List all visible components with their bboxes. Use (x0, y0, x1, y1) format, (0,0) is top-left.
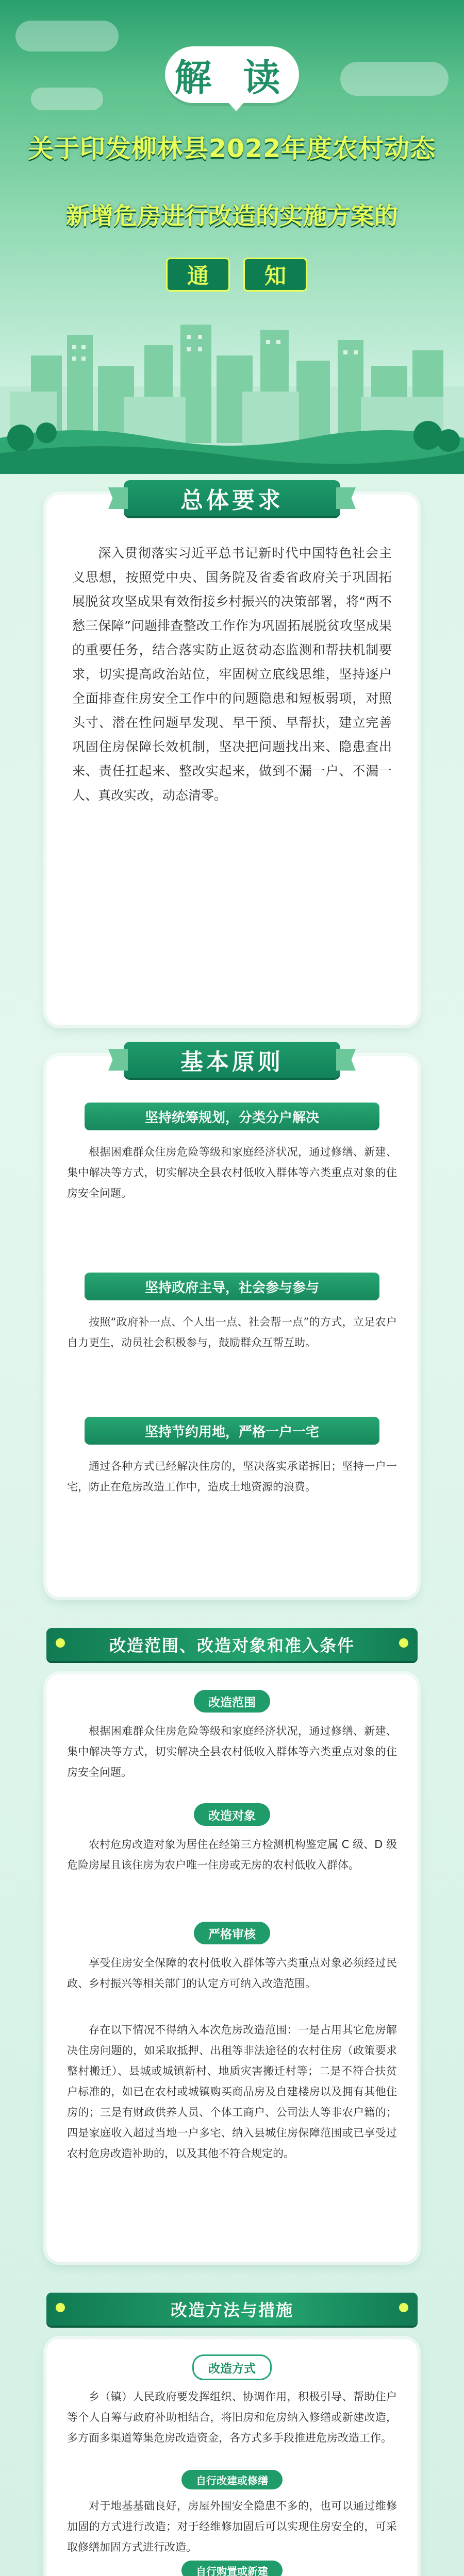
scope-section (46, 1674, 418, 2262)
scope-section-title: 改造范围、改造对象和准入条件 (46, 1628, 418, 1661)
method-1-text: 对于地基基础良好，房屋外围安全隐患不多的，也可以通过维修加固的方式进行改造；对于经维修加固后可以实现住房安全的，可采取修缮加固方式进行改造。 (67, 2500, 397, 2553)
principle-3-title: 坚持节约用地，严格一户一宅 (85, 1417, 379, 1445)
principle-3-text: 通过各种方式已经解决住房的，坚决落实承诺拆旧；坚持一户一宅，防止在危房改造工作中，造成土地资源的浪费。 (67, 1460, 397, 1493)
target-subtitle: 改造对象 (194, 1803, 270, 1826)
overall-requirements-text: 深入贯彻落实习近平总书记新时代中国特色社会主义思想，按照党中央、国务院及省委省政府关于巩固拓展脱贫攻坚成果有效衔接乡村振兴的决策部署，将“两不愁三保障”问题排查整改工作作为巩固拓展脱贫攻坚成果的重要任务，结合落实防止返贫动态监测和帮扶机制要求，切实提高政治站位，牢固树立底线思维，坚持逐户全面排查住房安全工作中的问题隐患和短板弱项，对照头寸、潜在性问题早发现、早干预、早帮扶，建立完善巩固住房保障长效机制，坚决把问题找出来、隐患查出来、责任扛起来、整改实起来，做到不漏一户、不漏一人、真改实改，动态清零。 (72, 546, 392, 803)
method-intro-text: 乡（镇）人民政府要发挥组织、协调作用，积极引导、帮助住户等个人自筹与政府补助相结合，将旧房和危房纳入修缮或新建改造，多方面多渠道筹集危房改造资金，各方式多手段推进危房改造工作。 (67, 2391, 397, 2444)
overall-requirements-section (46, 487, 418, 1025)
city-skyline-illustration (0, 309, 464, 474)
cloud-decoration (31, 88, 103, 110)
page-subtitle: 新增危房进行改造的实施方案的 (66, 202, 398, 230)
review-text-2: 存在以下情况不得纳入本次危房改造范围：一是占用其它危房解决住房问题的，如采取抵押、出租等非法途径的农村住房（政策要求整村搬迁）、县城或城镇新村、地质灾害搬迁村等；二是不符合扶贫户标准的，如已在农村或城镇购买商品房及自建楼房以及拥有其他住房的；三是有财政供养人员、个体工商户、公司法人等非农户籍的；四是家庭收入超过当地一户多宅、纳入县城住房保障范围或已享受过农村危房改造补助的，以及其他不符合规定的。 (67, 2024, 397, 2160)
cloud-decoration (340, 62, 449, 96)
review-subtitle: 严格审核 (194, 1922, 270, 1944)
principle-2-text: 按照“政府补一点、个人出一点、社会帮一点”的方式，立足农户自力更生，动员社会积极参与，鼓励群众互帮互助。 (67, 1316, 397, 1349)
page-title: 关于印发柳林县2022年度农村动态 (28, 134, 436, 163)
notice-char-2: 知 (243, 258, 307, 292)
header-banner (0, 0, 464, 474)
principle-2-title: 坚持政府主导，社会参与参与 (85, 1273, 379, 1300)
cloud-decoration (15, 21, 119, 52)
method-subtitle: 改造方式 (192, 2354, 272, 2380)
basic-principles-section (46, 1049, 418, 1597)
method-1-title: 自行改建或修缮 (181, 2470, 283, 2489)
section-title: 基本原则 (124, 1042, 340, 1078)
target-text: 农村危房改造对象为居住在经第三方检测机构鉴定属 C 级、D 级危险房屋且该住房为农户唯一住房或无房的农村低收入群体。 (67, 1838, 397, 1871)
principle-1-text: 根据困难群众住房危险等级和家庭经济状况，通过修缮、新建、集中解决等方式，切实解决全县农村低收入群体等六类重点对象的住房安全问题。 (67, 1146, 397, 1199)
methods-section (46, 2339, 418, 2576)
section-title: 总体要求 (124, 480, 340, 516)
method-2-title: 自行购置或新建 (181, 2561, 283, 2576)
scope-subtitle: 改造范围 (194, 1690, 270, 1713)
review-text-1: 享受住房安全保障的农村低收入群体等六类重点对象必须经过民政、乡村振兴等相关部门的认定方可纳入改造范围。 (67, 1957, 397, 1990)
methods-section-title: 改造方法与措施 (46, 2293, 418, 2326)
badge-text: 解 读 (174, 56, 290, 99)
principle-1-title: 坚持统筹规划，分类分户解决 (85, 1103, 379, 1130)
notice-char-1: 通 (166, 258, 230, 292)
scope-text: 根据困难群众住房危险等级和家庭经济状况，通过修缮、新建、集中解决等方式，切实解决全县农村低收入群体等六类重点对象的住房安全问题。 (67, 1725, 397, 1778)
interpretation-badge (165, 46, 299, 103)
